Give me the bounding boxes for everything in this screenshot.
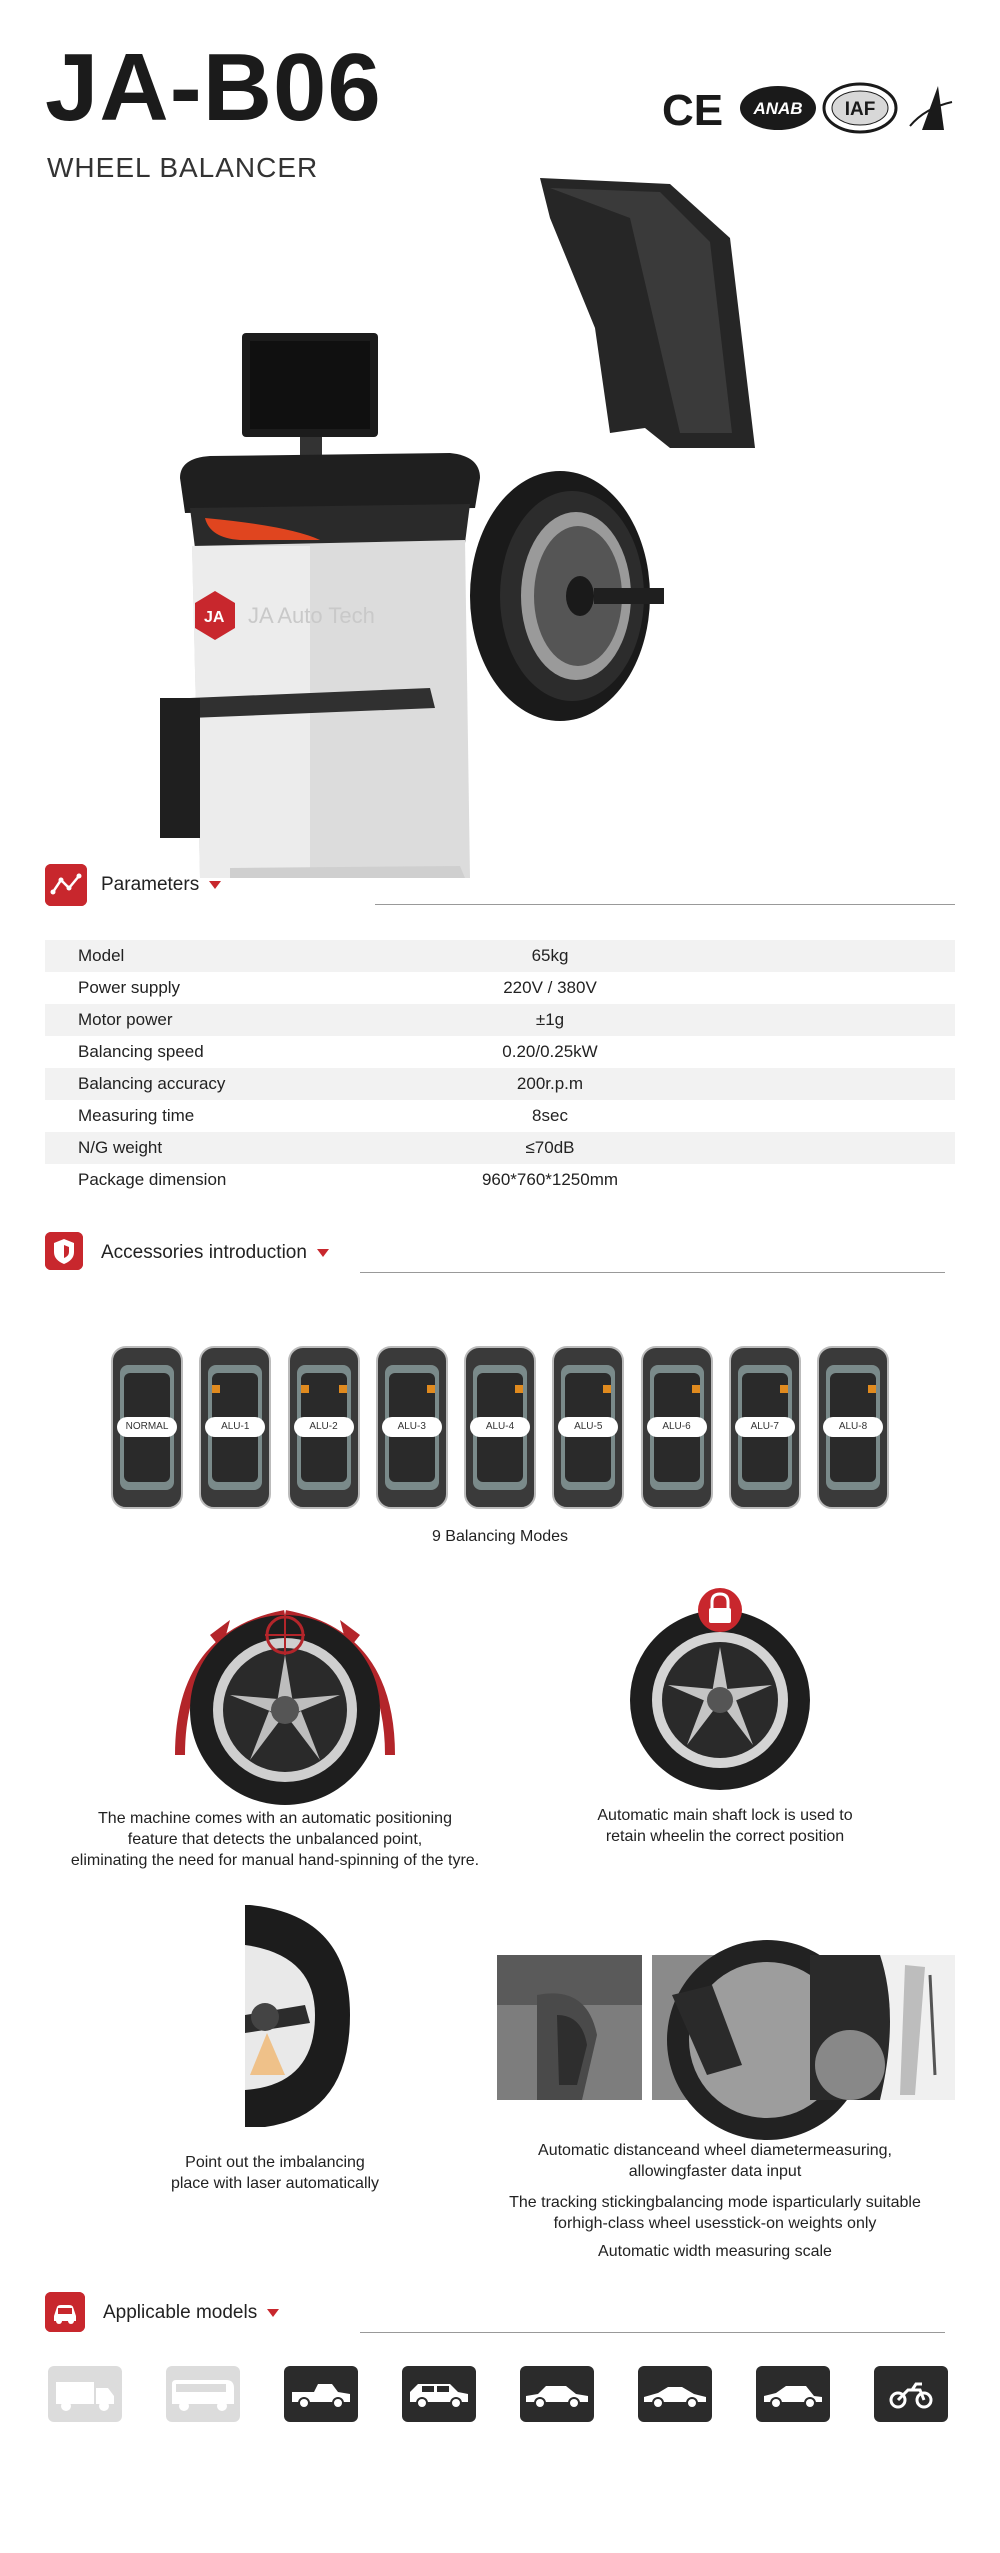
accessories-heading: Accessories introduction: [101, 1242, 307, 1263]
table-row: [45, 1132, 955, 1164]
param-name: Package dimension: [78, 1170, 227, 1189]
param-value: 0.20/0.25kW: [502, 1042, 598, 1061]
hatchback-icon: [756, 2366, 830, 2422]
car-icon: [45, 2292, 85, 2332]
param-name: Balancing accuracy: [78, 1074, 226, 1093]
shaft-lock-image: [620, 1585, 820, 1790]
param-value: 220V / 380V: [503, 978, 597, 997]
certification-logos: [660, 78, 960, 138]
balancing-mode-item: [287, 1345, 361, 1510]
mode-label: ALU-3: [382, 1417, 442, 1437]
param-name: Motor power: [78, 1010, 173, 1029]
positioning-caption: The machine comes with an automatic positioning feature that detects the unbalanced point, eliminating the need for manual hand-spinning of the tyre.: [70, 1810, 480, 1869]
mode-label: ALU-4: [470, 1417, 530, 1437]
param-name: Power supply: [78, 978, 181, 997]
balancing-mode-item: [110, 1345, 184, 1510]
caret-down-icon: [267, 2309, 279, 2317]
divider: [360, 1272, 945, 1273]
auto-positioning-image: [160, 1595, 410, 1805]
bus-icon: [166, 2366, 240, 2422]
param-value: 200r.p.m: [516, 1074, 584, 1093]
param-value: ±1g: [535, 1010, 565, 1029]
mode-label: ALU-6: [647, 1417, 707, 1437]
sedan-icon: [520, 2366, 594, 2422]
accessories-section-header: [45, 1232, 955, 1276]
product-subtitle: WHEEL BALANCER: [47, 152, 319, 183]
modes-caption: 9 Balancing Modes: [431, 1528, 569, 1545]
mode-label: ALU-8: [823, 1417, 883, 1437]
mode-label: ALU-7: [735, 1417, 795, 1437]
vehicle-types: [48, 2366, 948, 2426]
param-value: 960*760*1250mm: [481, 1170, 619, 1189]
parameters-heading: Parameters: [101, 874, 200, 895]
param-value: 8sec: [532, 1106, 568, 1125]
param-name: N/G weight: [78, 1138, 163, 1157]
balancing-mode-item: [551, 1345, 625, 1510]
shield-icon: [45, 1232, 83, 1270]
param-name: Model: [78, 946, 125, 965]
caret-down-icon: [317, 1249, 329, 1257]
mode-label: NORMAL: [117, 1417, 177, 1437]
param-name: Measuring time: [78, 1106, 195, 1125]
table-row: [45, 1068, 955, 1100]
mode-label: ALU-1: [205, 1417, 265, 1437]
param-value: 65kg: [531, 946, 569, 965]
van-icon: [48, 2366, 122, 2422]
table-row: [45, 1100, 955, 1132]
parameters-section-header: [45, 864, 955, 908]
balancing-mode-item: [728, 1345, 802, 1510]
balancing-modes: [110, 1345, 890, 1515]
ce-mark-icon: CE: [662, 86, 724, 135]
lock-caption: Automatic main shaft lock is used to retain wheelin the correct position: [597, 1807, 853, 1845]
applicable-heading: Applicable models: [103, 2302, 258, 2323]
coupe-icon: [638, 2366, 712, 2422]
motorcycle-icon: [874, 2366, 948, 2422]
divider: [360, 2332, 945, 2333]
mode-label: ALU-5: [558, 1417, 618, 1437]
svg-text:IAF: IAF: [844, 99, 876, 120]
caret-down-icon: [209, 881, 221, 889]
diameter-measuring-photo: [652, 1955, 797, 2100]
parameters-table: [45, 940, 955, 1196]
balancing-mode-item: [198, 1345, 272, 1510]
divider: [375, 904, 955, 905]
laser-caption: Point out the imbalancing place with laser automatically: [170, 2154, 380, 2192]
param-name: Balancing speed: [78, 1042, 204, 1061]
chart-icon: [45, 864, 87, 906]
balancing-mode-item: [463, 1345, 537, 1510]
wheel-balancer-image: [204, 178, 870, 878]
table-row: [45, 1036, 955, 1068]
table-row: [45, 972, 955, 1004]
brand-text: JA Auto Tech: [248, 603, 375, 628]
width-caption: Automatic width measuring scale: [598, 2243, 832, 2260]
distance-measuring-photo: [497, 1955, 642, 2100]
mode-label: ALU-2: [294, 1417, 354, 1437]
balancing-mode-item: [816, 1345, 890, 1510]
table-row: [45, 1164, 955, 1196]
balancing-mode-item: [640, 1345, 714, 1510]
suv-icon: [402, 2366, 476, 2422]
sticking-caption: The tracking stickingbalancing mode isparticularly suitable forhigh-class wheel usesstick-on weights only: [509, 2194, 921, 2232]
table-row: [45, 1004, 955, 1036]
applicable-section-header: [45, 2292, 955, 2336]
pickup-icon: [284, 2366, 358, 2422]
param-value: ≤70dB: [525, 1138, 575, 1157]
svg-text:ANAB: ANAB: [753, 99, 803, 118]
measure-caption: Automatic distanceand wheel diametermeasuring, allowingfaster data input: [538, 2142, 892, 2180]
product-title: JA-B06: [45, 34, 382, 141]
table-row: [45, 940, 955, 972]
laser-pointer-image: [205, 1905, 355, 2130]
balancing-mode-item: [375, 1345, 449, 1510]
svg-text:JA: JA: [204, 609, 225, 626]
width-measuring-photo: [810, 1955, 955, 2100]
